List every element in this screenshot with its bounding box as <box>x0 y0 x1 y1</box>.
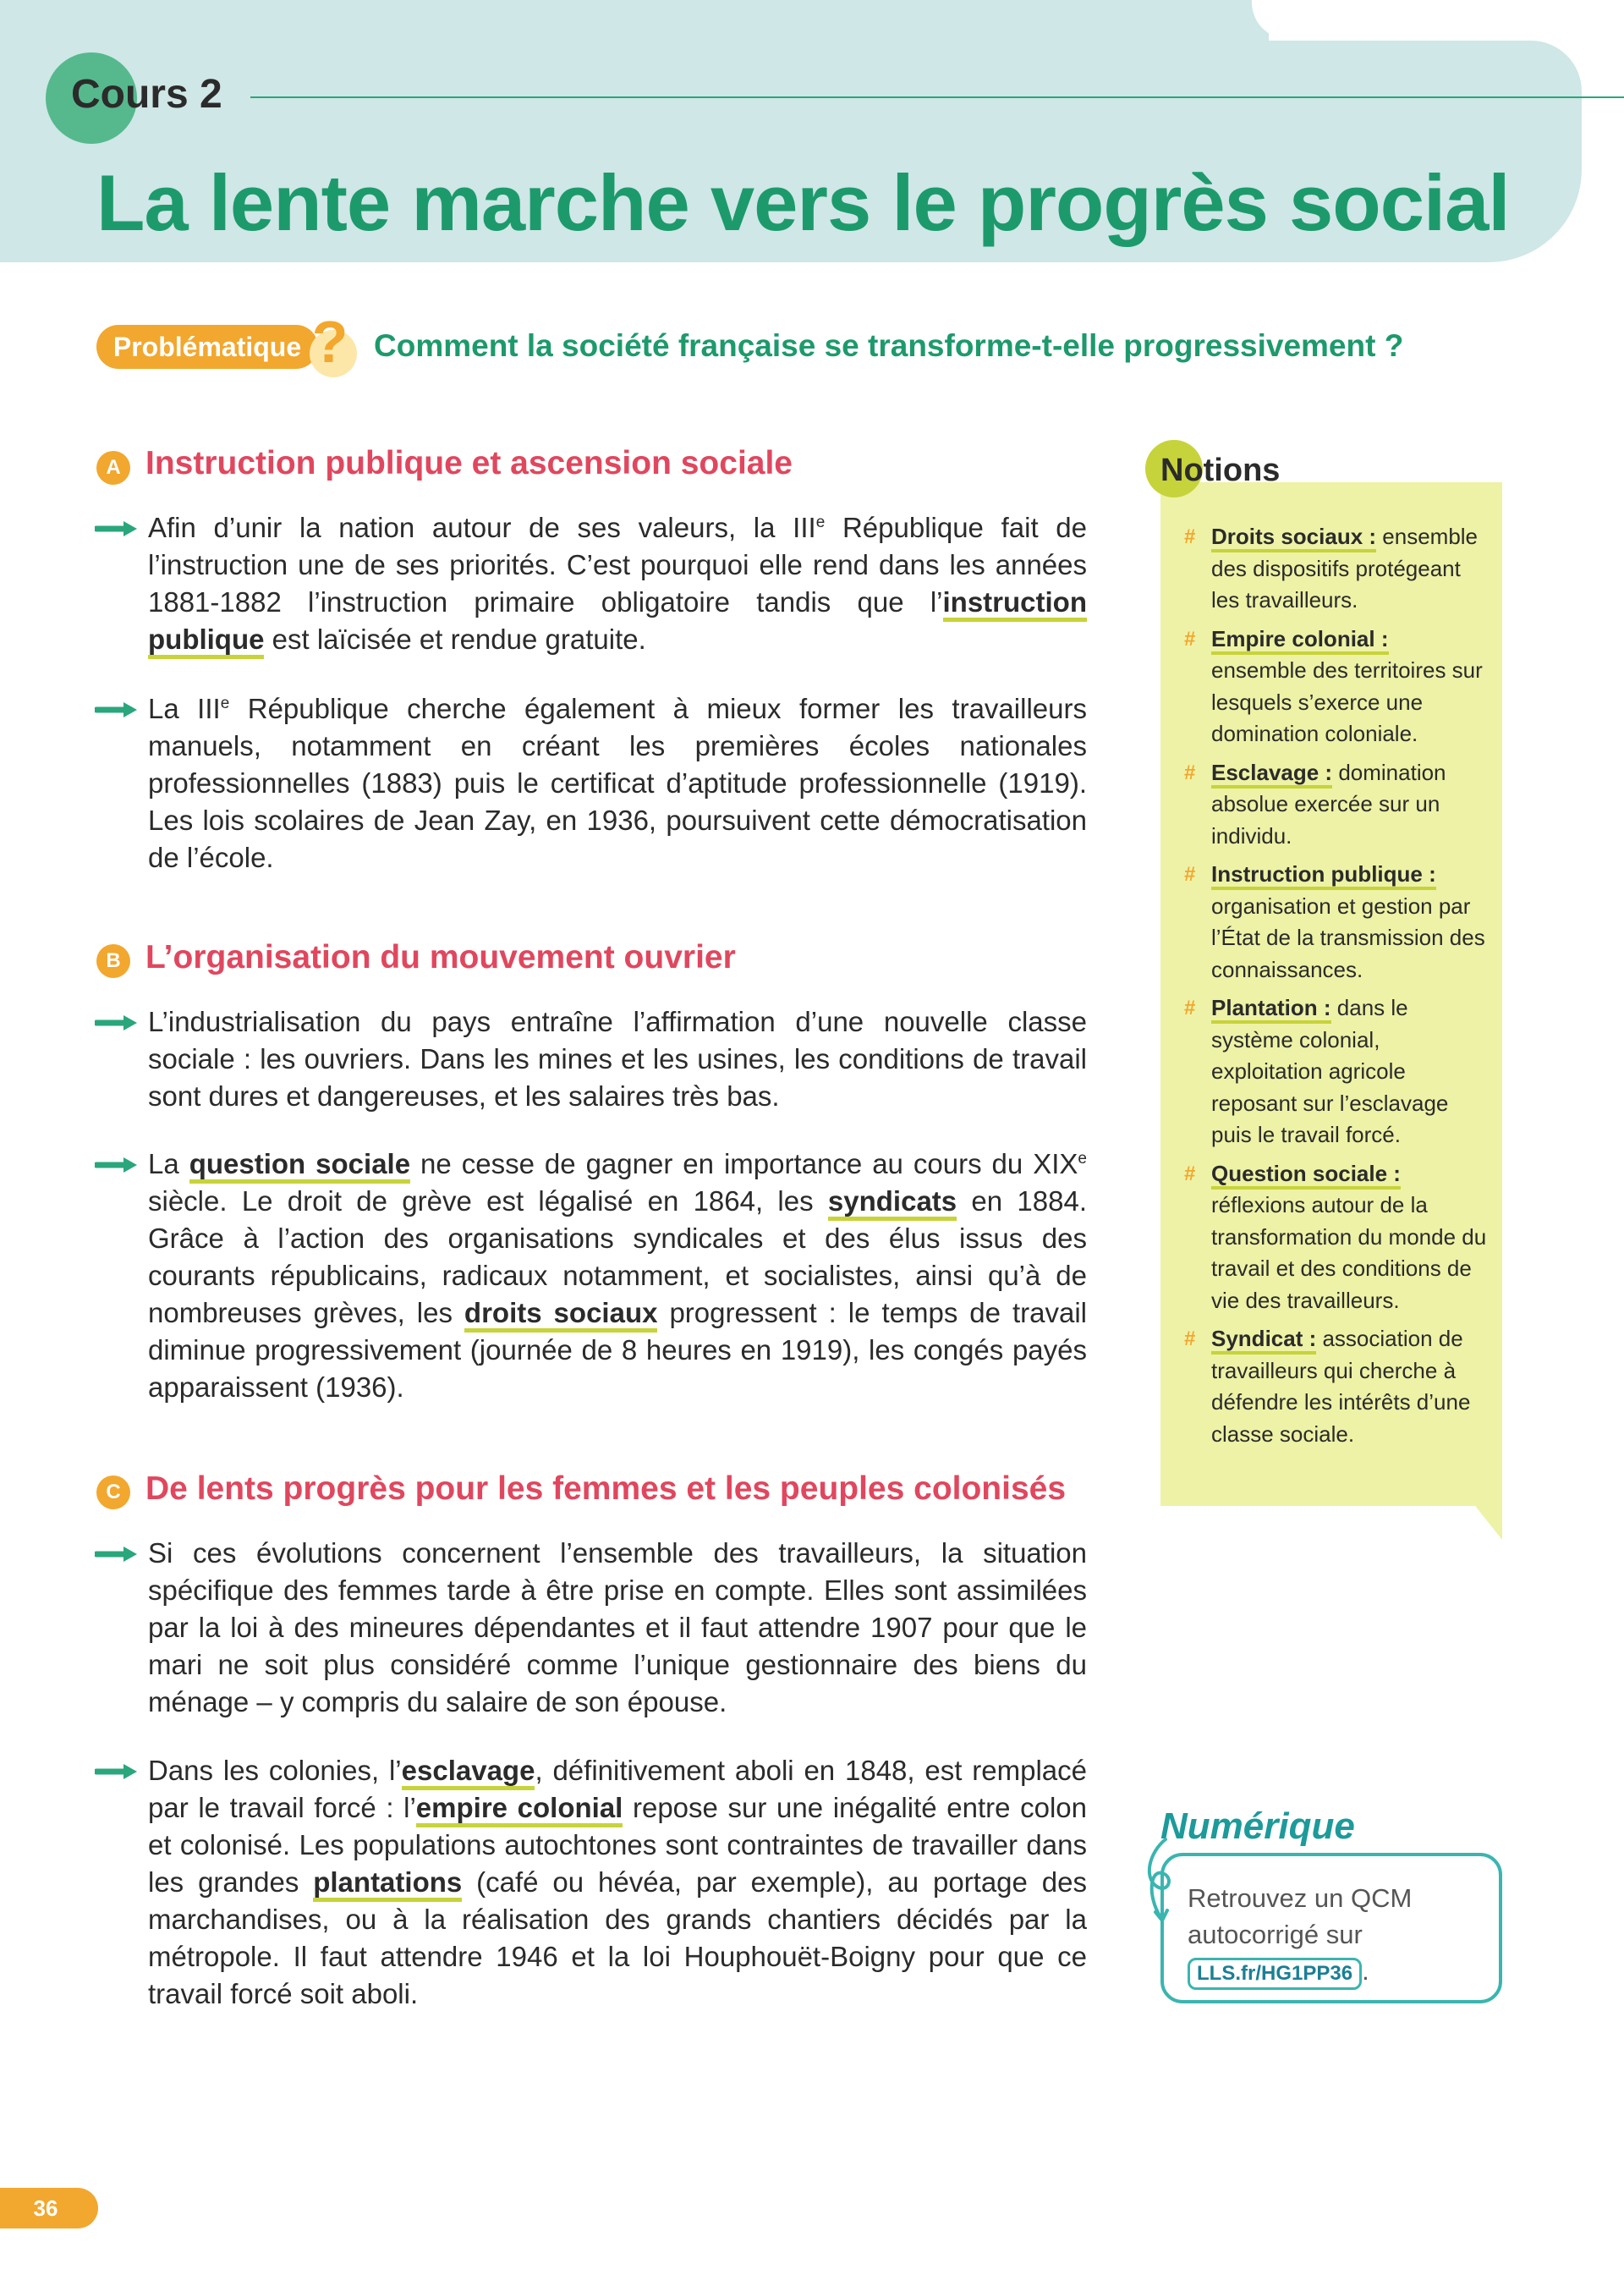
hashtag-icon: # <box>1184 525 1196 548</box>
notion-item: # Plantation : dans le système colonial, exploitation agricole reposant sur l’esclavage puis le travail forcé. <box>1184 992 1489 1151</box>
keyword-empire-colonial: empire colonial <box>416 1792 623 1827</box>
hashtag-icon: # <box>1184 863 1196 886</box>
section-c-badge: C <box>96 1475 130 1509</box>
notion-item: # Instruction publique : organisation et gestion par l’État de la transmission des connaissances. <box>1184 859 1489 986</box>
section-a-paragraph-2: La IIIe République cherche également à mieux former les travailleurs manuels, notamment en créant les premières écoles nationales professionnelles (1883) puis le certificat d’aptitude professionnelle (1919). Les lois scolaires de Jean Zay, en 1936, poursuivent cette démocratisation de l’école. <box>148 693 1087 873</box>
arrow-bullet-icon <box>95 519 139 538</box>
numerique-text: Retrouvez un QCM autocorrigé sur LLS.fr/HG1PP36 . <box>1188 1880 1484 1990</box>
section-b-paragraph-2: La question sociale ne cesse de gagner en importance au cours du XIXe siècle. Le droit de grève est légalisé en 1864, les syndicats en 1884. Grâce à l’action des organisations syndicales et des élus issus des courants républicains, radicaux notamment, et socialistes, ainsi qu’à de nombreuses grèves, les droits sociaux progressent : le temps de travail diminue progressivement (journée de 8 heures en 1919), les congés payés apparaissent (1936). <box>148 1148 1088 1403</box>
hashtag-icon: # <box>1184 761 1196 784</box>
arrow-bullet-icon <box>95 1156 139 1174</box>
page-number: 36 <box>0 2188 98 2228</box>
keyword-syndicats: syndicats <box>828 1185 957 1221</box>
arrow-bullet-icon <box>95 1014 139 1032</box>
keyword-droits-sociaux: droits sociaux <box>464 1297 658 1333</box>
hashtag-icon: # <box>1184 1162 1196 1185</box>
keyword-plantations: plantations <box>313 1866 462 1902</box>
section-a-badge: A <box>96 451 130 485</box>
hashtag-icon: # <box>1184 997 1196 1019</box>
cours-label: Cours 2 <box>71 72 222 117</box>
arrow-bullet-icon <box>95 1762 139 1781</box>
section-a-paragraph-1: Afin d’unir la nation autour de ses valeurs, la IIIe République fait de l’instruction une de ses priorités. C’est pourquoi elle rend dans les années 1881-1882 l’instruction primaire obligatoire tandis que l’instruction publique est laïcisée et rendue gratuite. <box>148 509 1087 658</box>
keyword-instruction-publique: instruction publique <box>148 586 1087 659</box>
section-c-paragraph-2: Dans les colonies, l’esclavage, définitivement aboli en 1848, est remplacé par le travail forcé : l’empire colonial repose sur une inégalité entre colon et colonisé. Les populations autochtones sont contraintes de travailler dans les grandes plantations (café ou hévéa, par exemple), au portage des marchandises, ou à la réalisation des grands chantiers décidés par la métropole. Il faut attendre 1946 et la loi Houphouët-Boigny pour que ce travail forcé soit aboli. <box>148 1755 1087 2009</box>
page-title: La lente marche vers le progrès social <box>96 158 1510 247</box>
notions-list <box>1184 521 1489 1457</box>
curl-decoration-icon <box>1140 1836 1182 1929</box>
arrow-bullet-icon <box>95 1545 139 1563</box>
svg-text:?: ? <box>311 310 348 375</box>
section-a-title: Instruction publique et ascension sociale <box>145 445 793 481</box>
problematique-label: Problématique <box>96 325 318 369</box>
section-c-paragraph-1: Si ces évolutions concernent l’ensemble des travailleurs, la situation spécifique des femmes tarde à être prise en compte. Elles sont assimilées par la loi à des mineures dépendantes et il faut attendre 1907 pour que le mari ne soit plus considéré comme l’unique gestionnaire des biens du ménage – y compris du salaire de son épouse. <box>148 1537 1087 1717</box>
notion-item: # Syndicat : association de travailleurs qui cherche à défendre les intérêts d’une classe sociale. <box>1184 1323 1489 1450</box>
notions-title: Notions <box>1160 453 1281 488</box>
notion-item: # Droits sociaux : ensemble des dispositifs protégeant les travailleurs. <box>1184 521 1489 617</box>
notion-item: # Question sociale : réflexions autour de la transformation du monde du travail et des conditions de vie des travailleurs. <box>1184 1158 1489 1317</box>
keyword-question-sociale: question sociale <box>189 1148 410 1184</box>
numerique-title: Numérique <box>1160 1805 1355 1847</box>
section-c-title: De lents progrès pour les femmes et les peuples colonisés <box>145 1470 1067 1507</box>
section-b-title: L’organisation du mouvement ouvrier <box>145 939 736 975</box>
question-mark-icon <box>304 310 359 381</box>
numerique-link[interactable]: LLS.fr/HG1PP36 <box>1188 1958 1362 1990</box>
hashtag-icon: # <box>1184 1327 1196 1350</box>
notion-item: # Empire colonial : ensemble des territoires sur lesquels s’exerce une domination coloniale. <box>1184 624 1489 750</box>
arrow-bullet-icon <box>95 701 139 719</box>
section-b-badge: B <box>96 944 130 978</box>
hashtag-icon: # <box>1184 627 1196 651</box>
notion-item: # Esclavage : domination absolue exercée sur un individu. <box>1184 757 1489 853</box>
header-notch <box>1252 0 1624 39</box>
keyword-esclavage: esclavage <box>402 1755 535 1790</box>
header-rule <box>250 96 1624 98</box>
section-b-paragraph-1: L’industrialisation du pays entraîne l’affirmation d’une nouvelle classe sociale : les ouvriers. Dans les mines et les usines, les conditions de travail sont dures et dangereuses, et les salaires très bas. <box>148 1006 1087 1112</box>
problematique-question: Comment la société française se transforme-t-elle progressivement ? <box>374 328 1404 363</box>
